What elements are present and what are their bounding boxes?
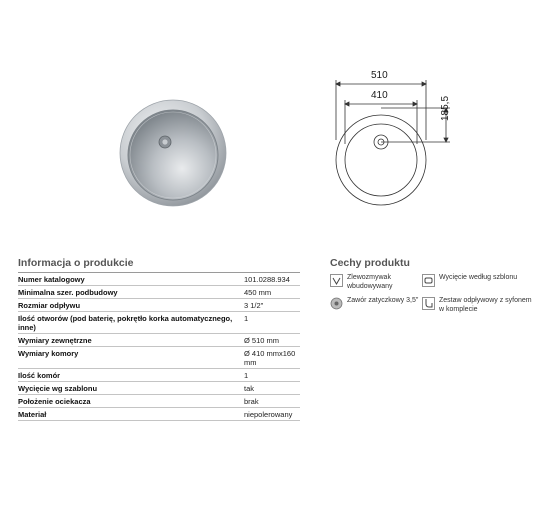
spec-label: Wymiary komory	[18, 349, 79, 358]
feature-item	[422, 297, 532, 314]
spec-label: Wycięcie wg szablonu	[18, 384, 98, 393]
feature-label: Zestaw odpływowy z syfonem w komplecie	[439, 297, 532, 313]
features-list	[330, 274, 530, 314]
spec-label: Minimalna szer. podbudowy	[18, 288, 118, 297]
spec-row-min-cabinet	[18, 286, 300, 299]
spec-label: Wymiary zewnętrzne	[18, 336, 92, 345]
spec-value: tak	[244, 384, 255, 393]
dim-outer-label: 510	[371, 70, 388, 81]
feature-item	[422, 274, 532, 291]
spec-row-catalog-number	[18, 273, 300, 286]
spec-row-drainer-position	[18, 395, 300, 408]
dim-inner-label: 410	[371, 90, 388, 101]
spec-label: Położenie ociekacza	[18, 397, 91, 406]
technical-drawing	[318, 62, 468, 208]
spec-row-drain-size	[18, 299, 300, 312]
plug-valve-icon	[330, 297, 343, 310]
spec-row-bowl-count	[18, 369, 300, 382]
spec-value: Ø 510 mm	[244, 336, 280, 345]
spec-label: Ilość komór	[18, 371, 61, 380]
spec-label: Materiał	[18, 410, 47, 419]
spec-value: Ø 410 mmx160 mm	[244, 349, 296, 367]
feature-label: Zlewozmywak wbudowywany	[347, 274, 393, 290]
spec-value: 3 1/2"	[244, 301, 264, 310]
spec-value: 1	[244, 314, 249, 323]
product-features-title: Cechy produktu	[330, 257, 410, 269]
spec-row-material	[18, 408, 300, 421]
built-in-sink-icon	[330, 274, 343, 287]
spec-row-template-cutout	[18, 382, 300, 395]
spec-value: 101.0288.934	[244, 275, 290, 284]
feature-item	[330, 297, 422, 314]
spec-label: Numer katalogowy	[18, 275, 85, 284]
spec-value: 450 mm	[244, 288, 272, 297]
spec-value: 1	[244, 371, 249, 380]
spec-row-outer-dims	[18, 334, 300, 347]
product-info-title: Informacja o produkcie	[18, 257, 134, 269]
spec-value: niepolerowany	[244, 410, 293, 419]
drawing-lines	[318, 62, 468, 208]
spec-table	[18, 272, 300, 421]
spec-row-bowl-dims	[18, 347, 300, 369]
spec-label: Rozmiar odpływu	[18, 301, 81, 310]
feature-item	[330, 274, 422, 291]
siphon-icon	[422, 297, 435, 310]
template-cutout-icon	[422, 274, 435, 287]
spec-value: brak	[244, 397, 259, 406]
feature-label: Wycięcie według szblonu	[439, 274, 518, 281]
feature-label: Zawór zatyczkowy 3,5"	[347, 297, 419, 304]
product-photo	[118, 98, 228, 208]
spec-row-holes	[18, 312, 300, 334]
spec-label: Ilość otworów (pod baterię, pokrętło korka automatycznego, inne)	[18, 314, 233, 332]
dim-side-label: 185,5	[440, 95, 451, 121]
